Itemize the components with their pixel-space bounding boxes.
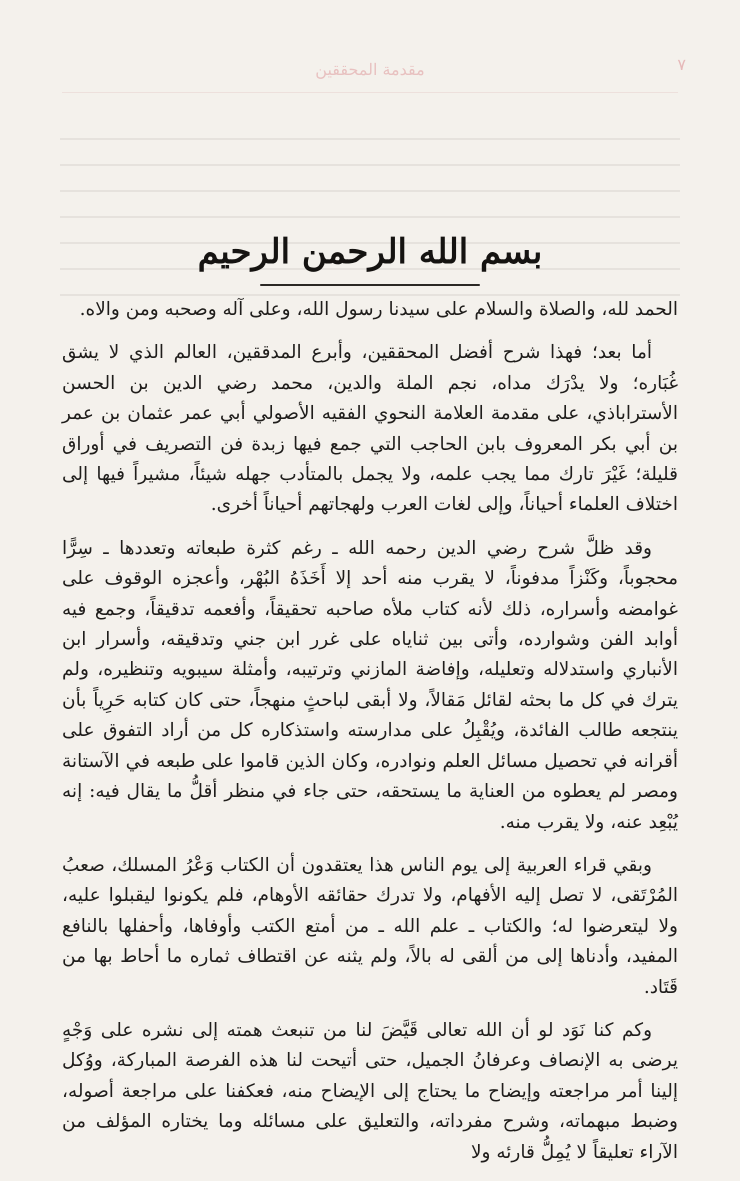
paragraph-3: وقد ظلَّ شرح رضي الدين رحمه الله ـ رغم كثرة طبعاته وتعددها ـ سِرًّا محجوباً، وكَنْزاً مدفوناً، لا يقرب منه أحد إلا أَخَذَهُ البُهْر، وأعجزه الوقوف على غوامضه وأسراره، ذلك لأنه كتاب ملأه صاحبه تحقيقاً، وأفعمه تدقيقاً، وجمع فيه أوابد الفن وشوارده، وأتى بين ثناياه على غرر ابن جني وتدقيقه، وأسرار ابن الأنباري واستدلاله وتعليله، وإفاضة المازني وترتيبه، وأمثلة سيبويه وتنظيره، ولم يترك في كل ما بحثه لقائل مَقالاً، ولا أبقى لباحثٍ منهجاً، حتى كان كتابه حَرِياً بأن ينتجعه طالب الفائدة، ويُقْبِلُ على مدارسته واستذكاره كل من أراد التفوق على أقرانه في تحصيل مسائل العلم ونوادره، وكان الذين قاموا على طبعه في الآستانة ومصر لم يعطوه من العناية ما يستحقه، حتى جاء في منظر أقلُّ ما يقال فيه: إنه يُبْعِد عنه، ولا يقرب منه.	[62, 537, 678, 833]
basmala-ornament	[260, 284, 480, 286]
header-rule	[62, 92, 678, 93]
body-text	[62, 295, 678, 1181]
paragraph-1: الحمد لله، والصلاة والسلام على سيدنا رسول الله، وعلى آله وصحبه ومن والاه.	[79, 299, 678, 320]
paragraph-4: وبقي قراء العربية إلى يوم الناس هذا يعتقدون أن الكتاب وَعْرُ المسلك، صعبُ المُرْتَقى، لا تصل إليه الأفهام، ولا تدرك حقائقه الأوهام، فلم يكونوا ليقبلوا عليه، ولا ليتعرضوا له؛ والكتاب ـ علم الله ـ من أمتع الكتب وأوفاها، وأحفلها بالنافع المفيد، وأدناها إلى من ألقى له بالاً، ولم يثنه عن اقتطاف ثماره ما أحاط بها من قَتَاد.	[62, 854, 678, 998]
page-number: ٧	[677, 55, 686, 74]
basmala-heading: بسم الله الرحمن الرحيم	[197, 232, 543, 272]
paragraph-5: وكم كنا نَوَد لو أن الله تعالى قَيَّضَ لنا من تنبعث همته إلى نشره على وَجْهٍ يرضى به الإنصاف وعرفانُ الجميل، حتى أتيحت لنا هذه الفرصة المباركة، ووُكل إلينا أمر مراجعته وإيضاح ما يحتاج إلى الإيضاح منه، فعكفنا على مراجعة أصوله، وضبط مبهماته، وشرح مفرداته، والتعليق على مسائله وما يختاره المؤلف من الآراء تعليقاً لا يُمِلُّ قارئه ولا	[62, 1019, 678, 1163]
running-title: مقدمة المحققين	[315, 60, 425, 79]
paragraph-2: أما بعد؛ فهذا شرح أفضل المحققين، وأبرع المدققين، العالم الذي لا يشق غُبَاره؛ ولا يدْرَك مداه، نجم الملة والدين، محمد رضي الدين بن الحسن الأستراباذي، على مقدمة العلامة النحوي الفقيه الأصولي أبي عمر عثمان بن عمر بن أبي بكر المعروف بابن الحاجب التي جمع فيها زبدة فن التصريف في أوراق قليلة؛ غَيْرَ تارك مما يجب علمه، ولا يجمل بالمتأدب جهله شيئاً، مشيراً فيها إلى اختلاف العلماء أحياناً، وإلى لغات العرب ولهجاتهم أحياناً أخرى.	[62, 342, 678, 516]
